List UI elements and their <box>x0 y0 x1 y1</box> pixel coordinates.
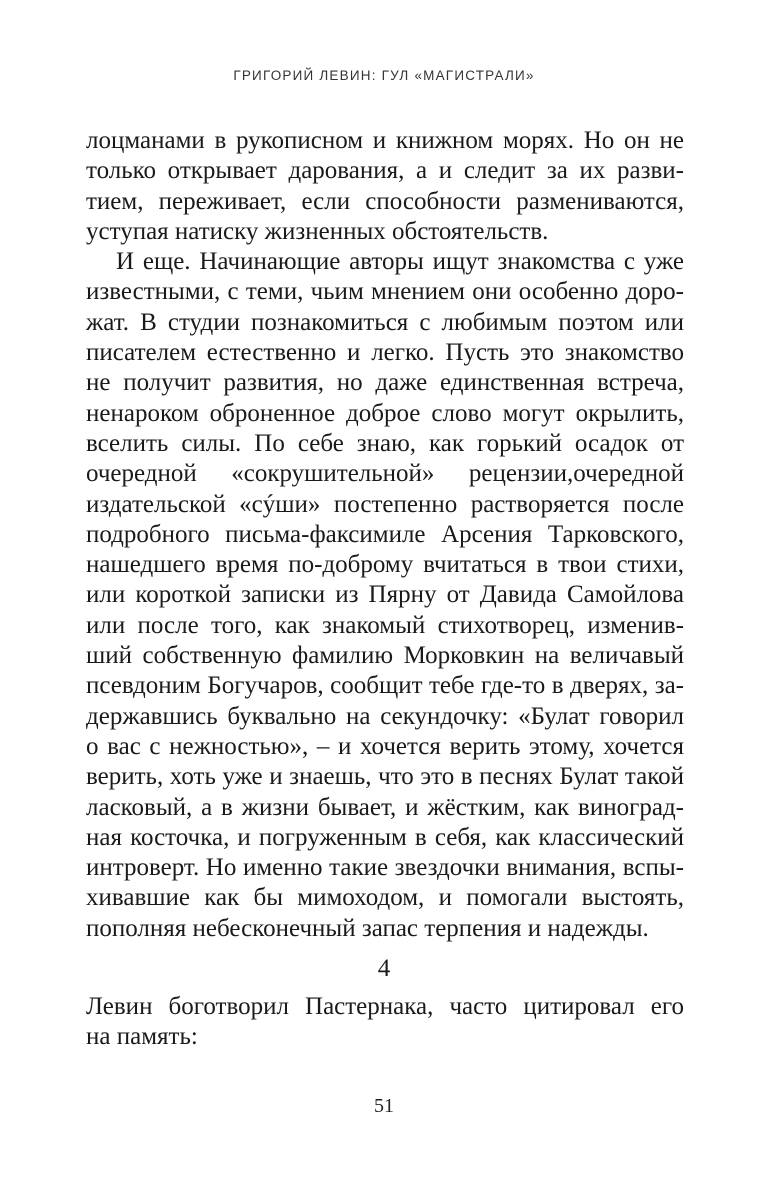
body-text-continued <box>86 992 684 1053</box>
text-line: интроверт. Но именно такие звездочки внимания, вспы- <box>86 854 684 882</box>
text-line: хивавшие как бы мимоходом, и помогали выстоять, <box>86 884 684 912</box>
text-line: или короткой записки из Пярну от Давида Самойлова <box>86 581 684 609</box>
text-line: очередной «сокрушительной» рецензии,очередной <box>86 460 684 488</box>
body-text <box>86 126 684 944</box>
text-line: на память: <box>86 1023 198 1051</box>
text-line: псевдоним Богучаров, сообщит тебе где-то в дверях, за- <box>86 672 684 700</box>
text-line: издательской «сýши» постепенно растворяется после <box>86 490 684 518</box>
text-line: ненароком оброненное доброе слово могут окрылить, <box>86 399 684 427</box>
text-line: не получит развития, но даже единственная встреча, <box>86 369 684 397</box>
text-line: ная косточка, и погруженным в себя, как классический <box>86 823 684 851</box>
text-line: тием, переживает, если способности размениваются, <box>86 187 684 215</box>
text-line: пополняя небесконечный запас терпения и надежды. <box>86 914 649 942</box>
text-line: о вас с нежностью», – и хочется верить этому, хочется <box>86 732 684 760</box>
text-line: лоцманами в рукописном и книжном морях. Но он не <box>86 127 684 154</box>
text-line: жат. В студии познакомиться с любимым поэтом или <box>86 308 684 336</box>
text-line: ласковый, а в жизни бывает, и жёстким, как виноград- <box>86 793 684 821</box>
text-line: Левин боготворил Пастернака, часто цитировал его <box>86 993 684 1020</box>
text-line: уступая натиску жизненных обстоятельств. <box>86 217 549 245</box>
text-line: писателем естественно и легко. Пусть это знакомство <box>86 339 684 367</box>
text-line: только открывает дарования, а и следит за их разви- <box>86 157 684 185</box>
text-line: ший собственную фамилию Морковкин на величавый <box>86 642 684 670</box>
section-number: 4 <box>377 955 391 982</box>
text-line: нашедшего время по-доброму вчитаться в твои стихи, <box>86 551 684 579</box>
running-head: ГРИГОРИЙ ЛЕВИН: ГУЛ «МАГИСТРАЛИ» <box>233 68 535 83</box>
page-number: 51 <box>374 1095 394 1117</box>
text-line: известными, с теми, чьим мнением они особенно доро- <box>86 278 684 306</box>
text-line: подробного письма-факсимиле Арсения Тарковского, <box>86 520 684 548</box>
text-line: державшись буквально на секундочку: «Булат говорил <box>86 702 684 730</box>
text-line: или после того, как знакомый стихотворец, изменив- <box>86 611 684 639</box>
text-line: верить, хоть уже и знаешь, что это в песнях Булат такой <box>86 763 684 791</box>
text-line: вселить силы. По себе знаю, как горький осадок от <box>86 429 684 457</box>
text-line: И еще. Начинающие авторы ищут знакомства с уже <box>116 248 684 276</box>
